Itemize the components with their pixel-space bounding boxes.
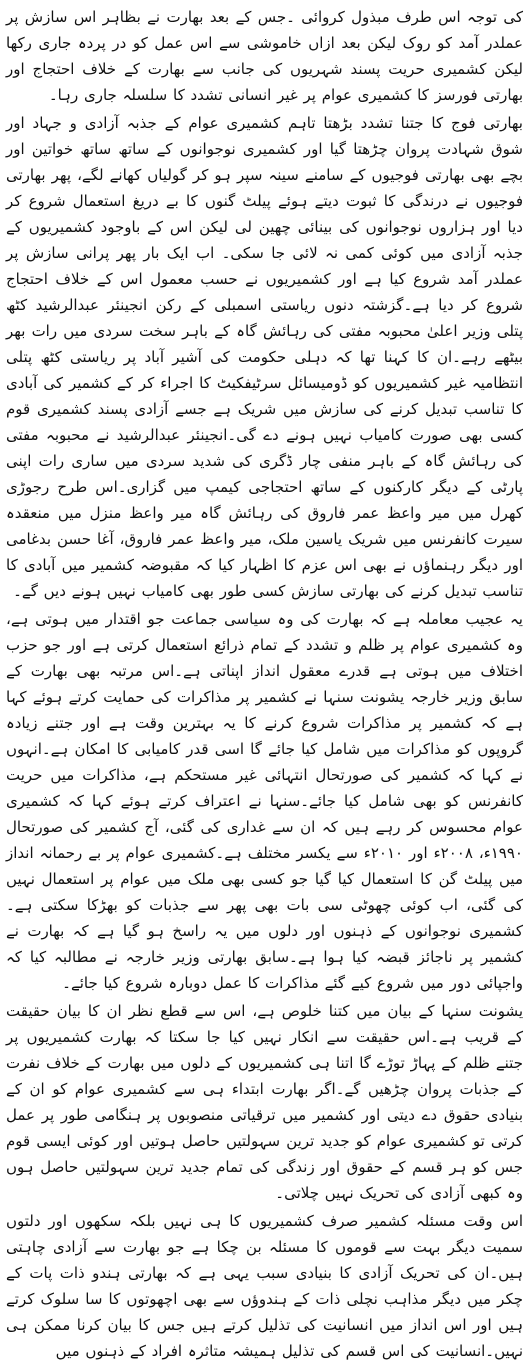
article-paragraph: بھارتی فوج کا جتنا تشدد بڑھتا تاہم کشمیری عوام کے جذبہ آزادی و جہاد اور شوق شہادت پروان چڑھتا گیا اور کشمیری نوجوانوں کے ساتھ ساتھ خواتین اور بچے بھی بھارتی فوجیوں کے سامنے سینہ سپر ہو کر گولیاں کھانے لگے، پھر بھارتی فوجیوں نے درندگی کا ثبوت دیتے ہوئے پیلٹ گنوں کا بے دریغ استعمال شروع کر دیا اور ہزاروں نوجوانوں کی بینائی چھین لی لیکن اس کے باوجود کشمیریوں کے جذبہ آزادی میں کوئی کمی نہ لائی جا سکی۔ اب ایک بار پھر پرانی سازش پر عملدر آمد شروع کیا ہے اور کشمیریوں نے حسب معمول اس کے خلاف احتجاج شروع کر دیا ہے۔گزشتہ دنوں ریاستی اسمبلی کے رکن انجینئر عبدالرشید کٹھ پتلی وزیر اعلیٰ محبوبہ مفتی کی رہائش گاہ کے باہر سخت سردی میں رات بھر بیٹھے رہے۔ان کا کہنا تھا کہ دہلی حکومت کی آشیر آباد پر ریاستی کٹھ پتلی انتظامیہ غیر کشمیریوں کو ڈومیسائل سرٹیفکیٹ کا اجراء کر کے کشمیر کی آبادی کا تناسب تبدیل کرنے کی سازش میں شریک ہے جسے آزادی پسند کشمیری قوم کسی بھی صورت کامیاب نہیں ہونے دے گی۔انجینئر عبدالرشید نے محبوبہ مفتی کی رہائش گاہ کے باہر منفی چار ڈگری کی شدید سردی میں ساری رات اپنی پارٹی کے دیگر کارکنوں کے ساتھ احتجاجی کیمپ میں گزاری۔اس طرح رجوڑی کھرل میں میر واعظ عمر فاروق کی رہائش گاہ میر واعظ منزل میں منعقدہ سیرت کانفرنس میں شریک یاسین ملک، میر واعظ عمر فاروق، آغا حسن بدغامی اور دیگر رہنماؤں نے بھی اس عزم کا اظہار کیا کہ مقبوضہ کشمیر میں آبادی کا تناسب تبدیل کرنے کی بھارتی سازش کسی طور بھی کامیاب نہیں ہونے دیں گے۔ xyxy=(6,114,523,600)
article-paragraph: کی توجہ اس طرف مبذول کروائی ۔جس کے بعد بھارت نے بظاہر اس سازش پر عملدر آمد کو روک لیکن بعد ازاں خاموشی سے اس عمل کو در پردہ جاری رکھا لیکن کشمیری حریت پسند شہریوں کی جانب سے بھارت کے خلاف احتجاج اور بھارتی فورسز کا کشمیری عوام پر غیر انسانی تشدد کا سلسلہ جاری رہا۔ xyxy=(6,8,523,104)
article-paragraph: یہ عجیب معاملہ ہے کہ بھارت کی وہ سیاسی جماعت جو اقتدار میں ہوتی ہے، وہ کشمیری عوام پر ظلم و تشدد کے تمام ذرائع استعمال کرتی ہے اور جو حزب اختلاف میں ہوتی ہے قدرے معقول انداز اپناتی ہے۔اس مرتبہ بھی بھارت کے سابق وزیر خارجہ یشونت سنہا نے کشمیر پر مذاکرات کی حمایت کرتے ہوئے کہا ہے کہ کشمیر پر مذاکرات شروع کرنے کا یہ بہترین وقت ہے اور جتنے زیادہ گروپوں کو مذاکرات میں شامل کیا جائے گا اسی قدر کامیابی کا امکان ہے۔انہوں نے کہا کہ کشمیر کی صورتحال انتہائی غیر مستحکم ہے، مذاکرات میں حریت کانفرنس کو بھی شامل کیا جائے۔سنہا نے اعتراف کرتے ہوئے کہا کہ کشمیری عوام محسوس کر رہے ہیں کہ ان سے غداری کی گئی، آج کشمیر کی صورتحال ۱۹۹۰ء، ۲۰۰۸ء اور ۲۰۱۰ء سے یکسر مختلف ہے۔کشمیری عوام پر بے رحمانہ انداز میں پیلٹ گن کا استعمال کیا گیا جو کسی بھی ملک میں عوام پر استعمال نہیں کی گئی، اب کوئی چھوٹی سی بات بھی پھر سے جذبات کو بھڑکا سکتی ہے۔کشمیری نوجوانوں کے ذہنوں اور دلوں میں یہ راسخ ہو گیا ہے کہ بھارت نے کشمیر پر ناجائز قبضہ کیا ہوا ہے۔سابق بھارتی وزیر خارجہ نے مطالبہ کیا کہ واجپائی دور میں شروع کیے گئے مذاکرات کا عمل دوبارہ شروع کیا جائے۔ xyxy=(6,610,523,992)
article-paragraph: یشونت سنہا کے بیان میں کتنا خلوص ہے، اس سے قطع نظر ان کا بیان حقیقت کے قریب ہے۔اس حقیقت سے انکار نہیں کیا جا سکتا کہ بھارت کشمیریوں پر جتنے ظلم کے پہاڑ توڑے گا اتنا ہی کشمیریوں کے دلوں میں بھارت کے خلاف نفرت کے جذبات پروان چڑھیں گے۔اگر بھارت ابتداء ہی سے کشمیری عوام کو ان کے بنیادی حقوق دے دیتی اور کشمیر میں ترقیاتی منصوبوں پر ہنگامی طور پر عمل کرتی تو کشمیری عوام کو جدید ترین سہولتیں حاصل ہوتیں اور کوئی ایسی قوم جس کو ہر قسم کے حقوق اور زندگی کی تمام جدید ترین سہولتیں حاصل ہوں وہ کبھی آزادی کی تحریک نہیں چلاتی۔ xyxy=(6,1002,523,1202)
article-paragraph: اس وقت مسئلہ کشمیر صرف کشمیریوں کا ہی نہیں بلکہ سکھوں اور دلتوں سمیت دیگر بہت سے قوموں کا مسئلہ بن چکا ہے جو بھارت سے آزادی چاہتی ہیں۔ان کی تحریک آزادی کا بنیادی سبب یہی ہے کہ بھارتی ہندو ذات پات کے چکر میں دیگر مذاہب نچلی ذات کے ہندوؤں سے بھی اچھوتوں کا سا سلوک کرتے ہیں اور اس انداز میں انسانیت کی تذلیل کرتے ہیں جس کا بیان کرنا ممکن ہی نہیں۔انسانیت کی اس قسم کی تذلیل ہمیشہ متاثرہ افراد کے ذہنوں میں xyxy=(6,1212,523,1360)
